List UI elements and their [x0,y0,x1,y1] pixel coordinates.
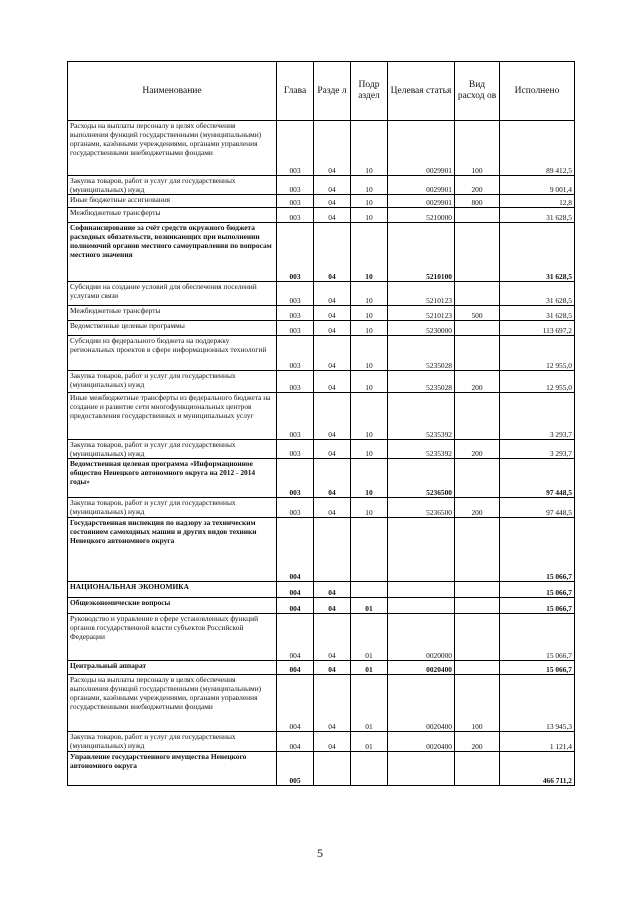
cell-target-article [388,582,455,598]
cell-name: Иные межбюджетные трансферты из федерального бюджета на создание и развитие сети многофункциональных центров предоставления государственных и муниципальных услуг [68,393,277,440]
cell-executed: 12,8 [500,195,575,208]
cell-target-article: 0020400 [388,675,455,732]
table-row [68,498,575,518]
cell-target-article [388,752,455,786]
cell-podrazdel [351,582,388,598]
table-row [68,321,575,336]
table-row [68,195,575,208]
table-body [68,121,575,786]
cell-name: Руководство и управление в сфере установленных функций органов государственной власти субъектов Российской Федерации [68,614,277,661]
table-row [68,223,575,282]
cell-glava: 003 [277,459,314,498]
header-expense-type: Вид расход ов [455,62,500,121]
cell-name: Субсидии из федерального бюджета на поддержку региональных проектов в сфере информационных технологий [68,336,277,371]
cell-razdel: 04 [314,121,351,176]
cell-expense-type [455,282,500,306]
cell-target-article: 5235392 [388,393,455,440]
cell-glava: 003 [277,321,314,336]
table-row [68,518,575,582]
header-executed: Исполнено [500,62,575,121]
table-row [68,661,575,675]
cell-podrazdel: 01 [351,732,388,752]
page-number: 5 [317,846,323,860]
cell-razdel: 04 [314,321,351,336]
cell-name: Иные бюджетные ассигнования [68,195,277,208]
cell-podrazdel: 10 [351,321,388,336]
cell-glava: 004 [277,661,314,675]
cell-target-article: 5210100 [388,223,455,282]
cell-razdel: 04 [314,440,351,459]
cell-razdel: 04 [314,371,351,393]
cell-target-article: 0029901 [388,195,455,208]
cell-razdel: 04 [314,176,351,195]
cell-razdel: 04 [314,223,351,282]
header-row [68,62,575,121]
table-row [68,752,575,786]
cell-target-article: 5230000 [388,321,455,336]
cell-razdel: 04 [314,675,351,732]
cell-executed: 31 628,5 [500,208,575,223]
cell-expense-type [455,208,500,223]
table-row [68,614,575,661]
table-row [68,598,575,614]
cell-expense-type [455,321,500,336]
cell-name: Государственная инспекция по надзору за техническим состоянием самоходных машин и других видов техники Ненецкого автономного округа [68,518,277,582]
cell-executed: 9 001,4 [500,176,575,195]
cell-executed: 97 448,5 [500,459,575,498]
cell-executed: 1 121,4 [500,732,575,752]
cell-podrazdel: 10 [351,306,388,321]
cell-glava: 004 [277,582,314,598]
cell-podrazdel: 10 [351,195,388,208]
cell-name: Субсидии на создание условий для обеспечения поселений услугами связи [68,282,277,306]
cell-name: Ведомственные целевые программы [68,321,277,336]
cell-executed: 12 955,0 [500,336,575,371]
cell-glava: 004 [277,675,314,732]
cell-podrazdel: 10 [351,371,388,393]
cell-executed: 13 945,3 [500,675,575,732]
cell-glava: 004 [277,598,314,614]
cell-executed: 15 066,7 [500,598,575,614]
cell-name: Управление государственного имущества Ненецкого автономного округа [68,752,277,786]
cell-podrazdel: 01 [351,661,388,675]
header-razdel: Разде л [314,62,351,121]
cell-target-article: 0029901 [388,176,455,195]
cell-podrazdel [351,752,388,786]
cell-executed: 89 412,5 [500,121,575,176]
table-row [68,176,575,195]
cell-expense-type: 200 [455,732,500,752]
cell-razdel: 04 [314,598,351,614]
cell-razdel [314,752,351,786]
cell-glava: 004 [277,518,314,582]
cell-expense-type [455,614,500,661]
cell-podrazdel: 10 [351,176,388,195]
cell-podrazdel: 10 [351,282,388,306]
cell-podrazdel: 10 [351,393,388,440]
cell-name: Расходы на выплаты персоналу в целях обеспечения выполнения функций государственными (муниципальными) органами, казёнными учреждениями, органами управления государственными внебюджетными фондами [68,675,277,732]
cell-target-article: 5235028 [388,336,455,371]
cell-expense-type [455,518,500,582]
header-glava: Глава [277,62,314,121]
cell-glava: 004 [277,732,314,752]
cell-razdel: 04 [314,195,351,208]
cell-name: Расходы на выплаты персоналу в целях обеспечения выполнения функций государственными (муниципальными) органами, казёнными учреждениями, органами управления государственными внебюджетными фондами [68,121,277,176]
cell-podrazdel: 10 [351,459,388,498]
table-row [68,582,575,598]
cell-target-article: 5236500 [388,459,455,498]
cell-name: Ведомственная целевая программа «Информационное общество Ненецкого автономного округа на 2012 - 2014 годы» [68,459,277,498]
cell-name: Софинансирование за счёт средств окружного бюджета расходных обязательств, возникающих при выполнении полномочий органов местного самоуправления по вопросам местного значения [68,223,277,282]
cell-glava: 003 [277,498,314,518]
cell-executed: 12 955,0 [500,371,575,393]
header-podrazdel: Подр аздел [351,62,388,121]
cell-executed: 466 711,2 [500,752,575,786]
cell-expense-type: 100 [455,675,500,732]
cell-target-article: 0020000 [388,614,455,661]
cell-glava: 005 [277,752,314,786]
budget-execution-table [67,61,575,786]
table-row [68,371,575,393]
cell-podrazdel: 10 [351,223,388,282]
cell-razdel: 04 [314,661,351,675]
cell-glava: 003 [277,371,314,393]
cell-podrazdel: 10 [351,498,388,518]
cell-podrazdel: 10 [351,336,388,371]
cell-name: Центральный аппарат [68,661,277,675]
cell-expense-type [455,336,500,371]
cell-expense-type [455,393,500,440]
cell-name: Закупка товаров, работ и услуг для государственных (муниципальных) нужд [68,371,277,393]
cell-executed: 15 066,7 [500,582,575,598]
cell-target-article [388,598,455,614]
cell-expense-type: 100 [455,121,500,176]
cell-name: Закупка товаров, работ и услуг для государственных (муниципальных) нужд [68,176,277,195]
cell-expense-type [455,223,500,282]
cell-name: Закупка товаров, работ и услуг для государственных (муниципальных) нужд [68,440,277,459]
table-row [68,459,575,498]
cell-executed: 15 066,7 [500,518,575,582]
cell-razdel: 04 [314,459,351,498]
cell-executed: 31 628,5 [500,282,575,306]
table-row [68,208,575,223]
cell-target-article: 5210000 [388,208,455,223]
cell-razdel: 04 [314,282,351,306]
cell-executed: 3 293,7 [500,440,575,459]
cell-razdel: 04 [314,336,351,371]
cell-target-article: 5235392 [388,440,455,459]
cell-podrazdel: 10 [351,121,388,176]
cell-expense-type: 200 [455,371,500,393]
table-row [68,282,575,306]
cell-name: Общеэкономические вопросы [68,598,277,614]
cell-expense-type: 500 [455,306,500,321]
cell-glava: 003 [277,176,314,195]
cell-razdel: 04 [314,393,351,440]
cell-executed: 113 697,2 [500,321,575,336]
header-name: Наименование [68,62,277,121]
cell-razdel: 04 [314,498,351,518]
cell-target-article: 0020400 [388,661,455,675]
cell-podrazdel: 10 [351,440,388,459]
cell-target-article: 5235028 [388,371,455,393]
cell-glava: 003 [277,393,314,440]
cell-target-article: 0029901 [388,121,455,176]
cell-executed: 97 448,5 [500,498,575,518]
cell-expense-type: 200 [455,176,500,195]
cell-podrazdel: 01 [351,675,388,732]
cell-razdel: 04 [314,208,351,223]
cell-target-article: 5236500 [388,498,455,518]
cell-executed: 3 293,7 [500,393,575,440]
cell-expense-type [455,598,500,614]
cell-target-article [388,518,455,582]
cell-glava: 003 [277,282,314,306]
cell-expense-type: 800 [455,195,500,208]
cell-expense-type: 200 [455,498,500,518]
cell-razdel [314,518,351,582]
cell-name: Закупка товаров, работ и услуг для государственных (муниципальных) нужд [68,498,277,518]
cell-executed: 31 628,5 [500,223,575,282]
cell-name: Межбюджетные трансферты [68,208,277,223]
cell-executed: 31 628,5 [500,306,575,321]
cell-razdel: 04 [314,732,351,752]
cell-expense-type [455,459,500,498]
table-row [68,440,575,459]
cell-podrazdel: 01 [351,598,388,614]
table-row [68,336,575,371]
cell-glava: 003 [277,336,314,371]
cell-razdel: 04 [314,306,351,321]
cell-expense-type: 200 [455,440,500,459]
table-row [68,306,575,321]
cell-glava: 003 [277,306,314,321]
cell-podrazdel [351,518,388,582]
cell-target-article: 0020400 [388,732,455,752]
table-row [68,675,575,732]
table-row [68,732,575,752]
cell-podrazdel: 01 [351,614,388,661]
cell-executed: 15 066,7 [500,661,575,675]
cell-target-article: 5210123 [388,282,455,306]
cell-razdel: 04 [314,582,351,598]
cell-glava: 003 [277,195,314,208]
cell-glava: 003 [277,208,314,223]
cell-razdel: 04 [314,614,351,661]
header-target-article: Целевая статья [388,62,455,121]
cell-expense-type [455,582,500,598]
cell-executed: 15 066,7 [500,614,575,661]
cell-expense-type [455,752,500,786]
cell-podrazdel: 10 [351,208,388,223]
cell-glava: 003 [277,121,314,176]
cell-name: Закупка товаров, работ и услуг для государственных (муниципальных) нужд [68,732,277,752]
cell-name: НАЦИОНАЛЬНАЯ ЭКОНОМИКА [68,582,277,598]
cell-target-article: 5210123 [388,306,455,321]
cell-glava: 003 [277,223,314,282]
cell-glava: 004 [277,614,314,661]
table-row [68,393,575,440]
table-row [68,121,575,176]
cell-glava: 003 [277,440,314,459]
cell-name: Межбюджетные трансферты [68,306,277,321]
cell-expense-type [455,661,500,675]
